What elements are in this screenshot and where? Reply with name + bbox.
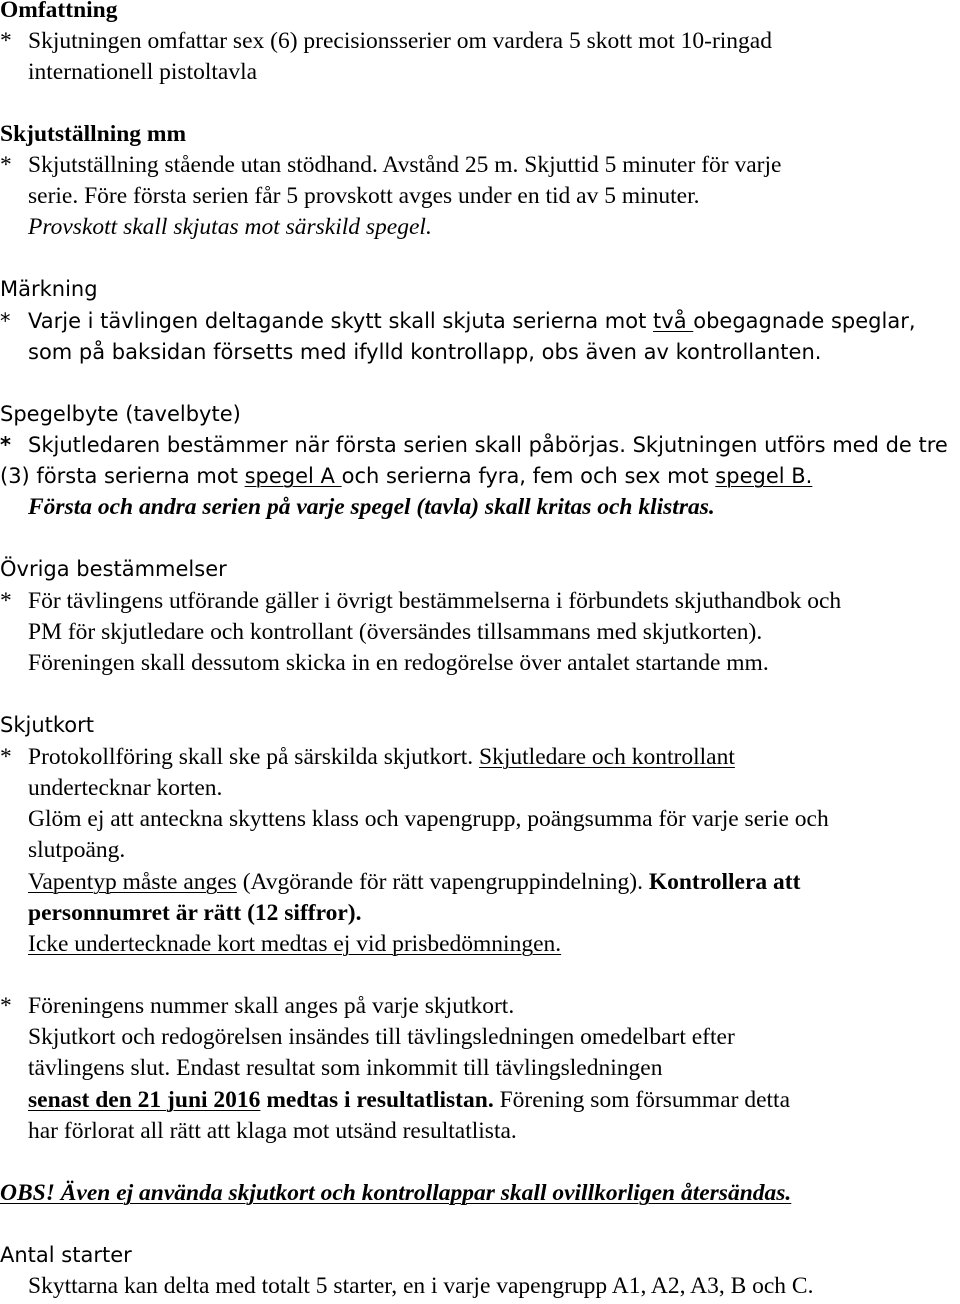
bullet: * [0,433,11,457]
heading-spegelbyte: Spegelbyte (tavelbyte) [0,402,241,426]
skjutkort-line-9: Skjutkort och redogörelsen insändes till tävlingsledningen omedelbart efter [28,1024,735,1050]
heading-antal-starter: Antal starter [0,1243,132,1267]
skjutkort-line-5: Vapentyp måste anges (Avgörande för rätt vapengruppindelning). Kontrollera att [28,869,801,895]
skjutkort-line-12: har förlorat all rätt att klaga mot utsänd resultatlista. [28,1118,517,1144]
omfattning-line-2: internationell pistoltavla [28,59,258,85]
skjutkort-line-2: undertecknar korten. [28,775,223,801]
bullet: * [0,28,12,54]
spegelbyte-line-2: (3) första serierna mot spegel A och serierna fyra, fem och sex mot spegel B. [0,464,813,488]
skjutkort-line-11: senast den 21 juni 2016 medtas i resultatlistan. Förening som försummar detta [28,1087,791,1113]
bullet: * [0,744,12,770]
bullet: * [0,588,12,614]
skjutstallning-line-2: serie. Före första serien får 5 provskott avges under en tid av 5 minuter. [28,183,700,209]
skjutkort-line-10: tävlingens slut. Endast resultat som inkommit till tävlingsledningen [28,1055,663,1081]
heading-ovriga: Övriga bestämmelser [0,557,227,581]
heading-skjutstallning: Skjutställning mm [0,121,187,147]
spegelbyte-line-3: Första och andra serien på varje spegel (tavla) skall kritas och klistras. [28,494,715,520]
document-page: Omfattning * Skjutningen omfattar sex (6) precisionsserier om vardera 5 skott mot 10-ringad internationell pistoltavla Skjutställning mm * Skjutställning stående utan stödhand. Avstånd 25 m. Skjuttid 5 minuter för varje serie. Före första serien får 5 provskott avges under en tid av 5 minuter. Provskott skall skjutas mot särskild spegel. Märkning * Varje i tävlingen deltagande skytt skall skjuta serierna mot två obegagnade speglar, som på baksidan försetts med ifylld kontrollapp, obs även av kontrollanten. Spegelbyte (tavelbyte) * Skjutledaren bestämmer när första serien skall påbörjas. Skjutningen utförs med de tre (3) första serierna mot spegel A och serierna fyra, fem och sex mot spegel B. Första och andra serien på varje spegel (tavla) skall kritas och klistras. Övriga bestämmelser * För tävlingens utförande gäller i övrigt bestämmelserna i förbundets skjuthandbok och PM för skjutledare och kontrollant (översändes tillsammans med skjutkorten). Föreningen skall dessutom skicka in en redogörelse över antalet startande mm. Skjutkort * Protokollföring skall ske på särskilda skjutkort. Skjutledare och kontrollant undertecknar korten. Glöm ej att anteckna skyttens klass och vapengrupp, poängsumma för varje serie och slutpoäng. Vapentyp måste anges (Avgörande för rätt vapengruppindelning). Kontrollera att personnumret är rätt (12 siffror). Icke undertecknade kort medtas ej vid prisbedömningen. * Föreningens nummer skall anges på varje skjutkort. Skjutkort och redogörelsen insändes till tävlingsledningen omedelbart efter tävlingens slut. Endast resultat som inkommit till tävlingsledningen senast den 21 juni 2016 medtas i resultatlistan. Förening som försummar detta har förlorat all rätt att klaga mot utsänd resultatlista. OBS! Även ej använda skjutkort och kontrollappar skall ovillkorligen återsändas. Antal starter Skyttarna kan delta med totalt 5 starter, en i varje vapengrupp A1, A2, A3, B och C. [0,0,960,1304]
heading-markning: Märkning [0,277,98,301]
skjutkort-line-4: slutpoäng. [28,837,126,863]
ovriga-line-2: PM för skjutledare och kontrollant (översändes tillsammans med skjutkorten). [28,619,763,645]
ovriga-line-3: Föreningen skall dessutom skicka in en redogörelse över antalet startande mm. [28,650,769,676]
bullet: * [0,152,12,178]
markning-line-2: som på baksidan försetts med ifylld kontrollapp, obs även av kontrollanten. [28,340,822,364]
heading-skjutkort: Skjutkort [0,713,94,737]
skjutstallning-line-3: Provskott skall skjutas mot särskild spegel. [28,214,432,240]
antal-line-1: Skyttarna kan delta med totalt 5 starter, en i varje vapengrupp A1, A2, A3, B och C. [28,1273,814,1299]
obs-notice: OBS! Även ej använda skjutkort och kontrollappar skall ovillkorligen återsändas. [0,1180,792,1206]
skjutkort-line-7: Icke undertecknade kort medtas ej vid prisbedömningen. [28,931,562,957]
bullet: * [0,309,11,333]
skjutkort-line-6: personnumret är rätt (12 siffror). [28,900,362,926]
skjutkort-line-3: Glöm ej att anteckna skyttens klass och vapengrupp, poängsumma för varje serie och [28,806,829,832]
heading-omfattning: Omfattning [0,0,118,23]
bullet: * [0,993,12,1019]
